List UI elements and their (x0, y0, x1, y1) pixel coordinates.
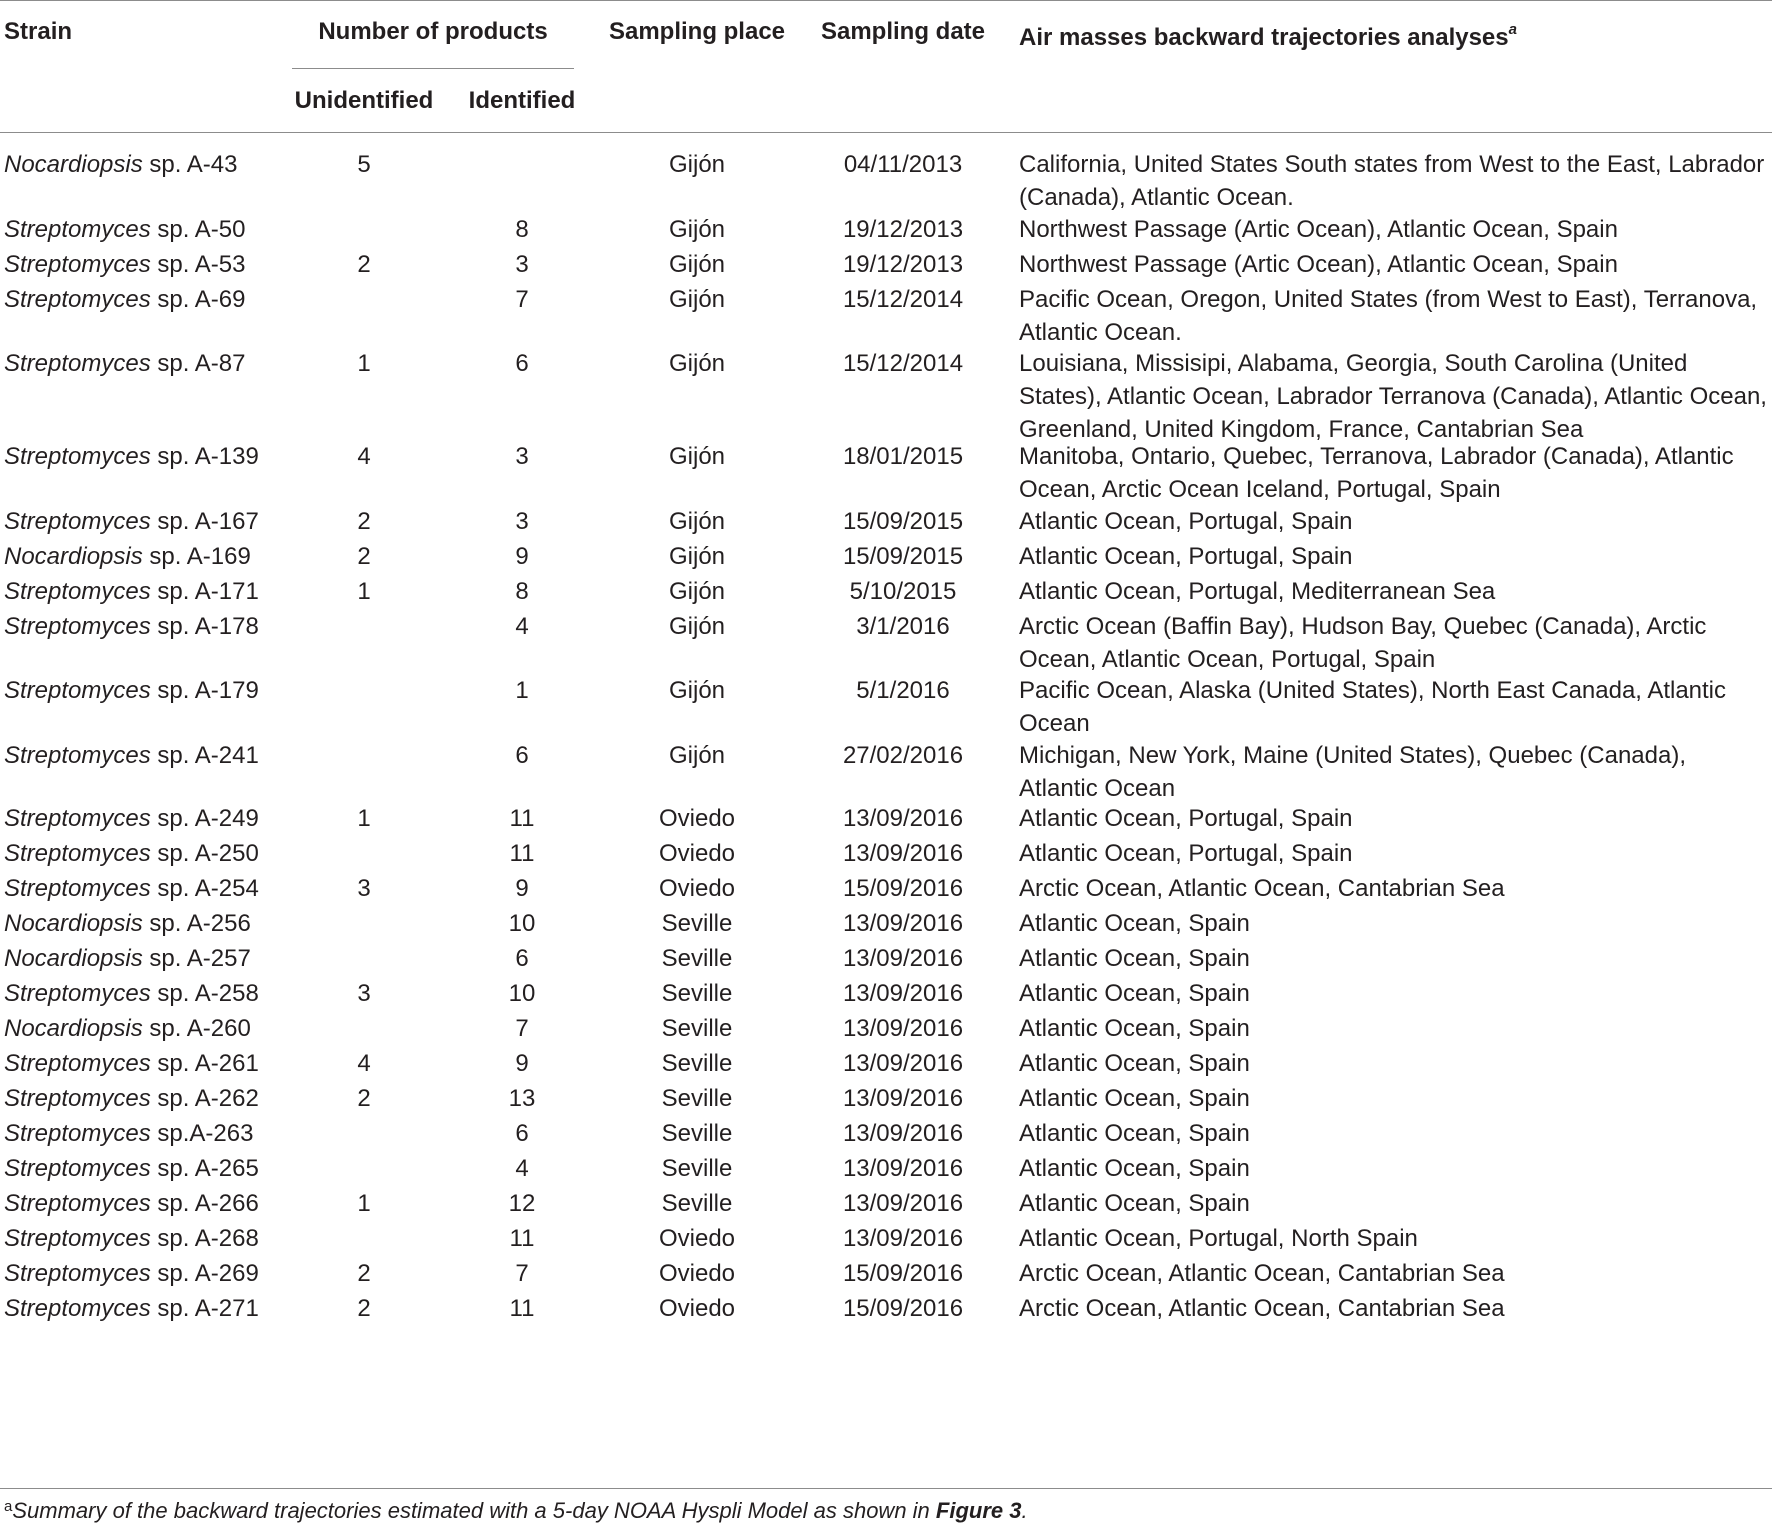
sampling-date-cell: 5/10/2015 (849, 578, 957, 605)
strain-cell (4, 674, 259, 707)
sampling-place-cell: Oviedo (658, 1260, 736, 1287)
identified-cell: 11 (509, 805, 535, 832)
strain-genus: Streptomyces (4, 508, 151, 535)
strain-genus: Nocardiopsis (4, 543, 143, 570)
table-footnote (4, 1496, 1028, 1529)
strain-genus: Streptomyces (4, 980, 151, 1007)
strain-cell (4, 347, 245, 380)
strain-id: sp. A-43 (142, 151, 238, 178)
strain-id: sp. A-250 (150, 840, 259, 867)
sampling-place-cell: Gijón (668, 251, 726, 278)
identified-cell: 6 (515, 350, 529, 377)
unidentified-cell: 1 (357, 1190, 371, 1217)
sampling-place-cell: Gijón (668, 350, 726, 377)
trajectories-cell: Atlantic Ocean, Portugal, Spain (1019, 805, 1353, 832)
strain-genus: Streptomyces (4, 350, 151, 377)
strain-cell (4, 505, 259, 538)
sampling-place-cell: Seville (661, 1050, 733, 1077)
trajectories-cell: Atlantic Ocean, Portugal, Spain (1019, 543, 1353, 570)
strain-id: sp. A-179 (150, 677, 259, 704)
trajectories-cell: Michigan, New York, Maine (United States), Quebec (Canada), Atlantic Ocean (1019, 742, 1686, 802)
strain-genus: Streptomyces (4, 216, 151, 243)
strain-cell (4, 1012, 251, 1045)
identified-cell: 6 (515, 1120, 529, 1147)
trajectories-cell: Atlantic Ocean, Spain (1019, 910, 1250, 937)
header-trajectories-label: Air masses backward trajectories analyses (1019, 24, 1509, 51)
strain-cell (4, 1257, 259, 1290)
sampling-date-cell: 15/09/2015 (842, 508, 964, 535)
sampling-date-cell: 15/09/2015 (842, 543, 964, 570)
sampling-place-cell: Oviedo (658, 840, 736, 867)
strain-id: sp. A-254 (150, 875, 259, 902)
identified-cell: 10 (508, 910, 536, 937)
sampling-date-cell: 13/09/2016 (842, 840, 964, 867)
identified-cell: 6 (515, 945, 529, 972)
strain-genus: Streptomyces (4, 742, 151, 769)
unidentified-cell: 1 (357, 805, 371, 832)
strain-cell (4, 148, 237, 181)
header-sampling-place: Sampling place (608, 18, 786, 45)
strain-cell (4, 610, 259, 643)
sampling-date-cell: 13/09/2016 (842, 805, 964, 832)
trajectories-cell: Arctic Ocean, Atlantic Ocean, Cantabrian Sea (1019, 875, 1505, 902)
trajectories-cell: Atlantic Ocean, Spain (1019, 1085, 1250, 1112)
sampling-date-cell: 19/12/2013 (842, 251, 964, 278)
strain-genus: Streptomyces (4, 1295, 151, 1322)
strain-cell (4, 213, 245, 246)
sampling-place-cell: Gijón (668, 543, 726, 570)
strain-id: sp. A-269 (150, 1260, 259, 1287)
header-identified: Identified (468, 87, 576, 114)
trajectories-cell: Manitoba, Ontario, Quebec, Terranova, Labrador (Canada), Atlantic Ocean, Arctic Ocean Iceland, Portugal, Spain (1019, 443, 1734, 503)
trajectories-cell: Pacific Ocean, Oregon, United States (from West to East), Terranova, Atlantic Ocean. (1019, 286, 1758, 346)
identified-cell: 4 (515, 1155, 529, 1182)
strain-id: sp. A-258 (150, 980, 259, 1007)
strain-genus: Streptomyces (4, 677, 151, 704)
strain-id: sp. A-268 (150, 1225, 259, 1252)
sampling-date-cell: 13/09/2016 (842, 1190, 964, 1217)
strain-id: sp. A-260 (142, 1015, 251, 1042)
strain-genus: Streptomyces (4, 613, 151, 640)
sampling-place-cell: Seville (661, 945, 733, 972)
strain-cell (4, 872, 259, 905)
strain-id: sp. A-262 (150, 1085, 259, 1112)
sampling-place-cell: Seville (661, 980, 733, 1007)
identified-cell: 9 (515, 543, 529, 570)
header-trajectories-footnote-mark: a (1508, 21, 1517, 38)
unidentified-cell: 3 (357, 980, 371, 1007)
strain-id: sp. A-271 (150, 1295, 259, 1322)
sampling-place-cell: Oviedo (658, 805, 736, 832)
sampling-date-cell: 15/09/2016 (842, 1295, 964, 1322)
strain-genus: Streptomyces (4, 578, 151, 605)
strain-cell (4, 1152, 259, 1185)
identified-cell: 11 (509, 1295, 535, 1322)
sampling-place-cell: Gijón (668, 216, 726, 243)
identified-cell: 3 (515, 443, 529, 470)
unidentified-cell: 2 (357, 1295, 371, 1322)
unidentified-cell: 2 (357, 508, 371, 535)
identified-cell: 1 (515, 677, 529, 704)
identified-cell: 6 (515, 742, 529, 769)
strain-cell (4, 1082, 259, 1115)
strain-genus: Nocardiopsis (4, 910, 143, 937)
strain-genus: Streptomyces (4, 251, 151, 278)
strain-genus: Nocardiopsis (4, 945, 143, 972)
unidentified-cell: 1 (357, 350, 371, 377)
strain-genus: Streptomyces (4, 1190, 151, 1217)
trajectories-cell: Atlantic Ocean, Spain (1019, 1190, 1250, 1217)
strain-id: sp. A-167 (150, 508, 259, 535)
strain-cell (4, 1117, 253, 1150)
strain-id: sp. A-50 (150, 216, 246, 243)
table-header-rule (0, 132, 1772, 133)
sampling-date-cell: 15/09/2016 (842, 875, 964, 902)
identified-cell: 8 (515, 216, 529, 243)
strain-id: sp. A-87 (150, 350, 246, 377)
strain-genus: Streptomyces (4, 1120, 151, 1147)
trajectories-cell: California, United States South states from West to the East, Labrador (Canada), Atlantic Ocean. (1019, 151, 1765, 211)
trajectories-cell: Atlantic Ocean, Portugal, Spain (1019, 840, 1353, 867)
sampling-date-cell: 13/09/2016 (842, 910, 964, 937)
sampling-date-cell: 3/1/2016 (856, 613, 950, 640)
strain-cell (4, 802, 259, 835)
identified-cell: 8 (515, 578, 529, 605)
sampling-date-cell: 15/09/2016 (842, 1260, 964, 1287)
trajectories-cell: Atlantic Ocean, Spain (1019, 980, 1250, 1007)
trajectories-cell: Atlantic Ocean, Portugal, Spain (1019, 508, 1353, 535)
sampling-date-cell: 27/02/2016 (842, 742, 964, 769)
sampling-place-cell: Gijón (668, 742, 726, 769)
strain-genus: Streptomyces (4, 1155, 151, 1182)
strain-cell (4, 977, 259, 1010)
sampling-date-cell: 04/11/2013 (843, 151, 963, 178)
header-unidentified: Unidentified (294, 87, 434, 114)
sampling-place-cell: Oviedo (658, 875, 736, 902)
strain-cell (4, 248, 245, 281)
trajectories-cell: Northwest Passage (Artic Ocean), Atlantic Ocean, Spain (1019, 251, 1618, 278)
header-trajectories (1019, 17, 1517, 53)
strain-cell (4, 1222, 259, 1255)
trajectories-cell: Atlantic Ocean, Spain (1019, 1015, 1250, 1042)
trajectories-cell: Atlantic Ocean, Spain (1019, 1155, 1250, 1182)
header-sampling-date: Sampling date (820, 18, 986, 45)
sampling-date-cell: 13/09/2016 (842, 1015, 964, 1042)
strain-id: sp. A-241 (150, 742, 259, 769)
sampling-place-cell: Oviedo (658, 1295, 736, 1322)
trajectories-cell: Arctic Ocean, Atlantic Ocean, Cantabrian Sea (1019, 1295, 1505, 1322)
strain-id: sp. A-139 (150, 443, 259, 470)
sampling-place-cell: Gijón (668, 151, 726, 178)
strain-id: sp. A-265 (150, 1155, 259, 1182)
sampling-date-cell: 13/09/2016 (842, 980, 964, 1007)
footnote-figure-link[interactable]: Figure 3 (935, 1498, 1022, 1523)
identified-cell: 11 (509, 1225, 535, 1252)
trajectories-cell: Arctic Ocean (Baffin Bay), Hudson Bay, Quebec (Canada), Arctic Ocean, Atlantic Ocean, Portugal, Spain (1019, 613, 1707, 673)
sampling-place-cell: Gijón (668, 508, 726, 535)
sampling-date-cell: 5/1/2016 (856, 677, 950, 704)
sampling-place-cell: Gijón (668, 286, 726, 313)
strain-genus: Nocardiopsis (4, 151, 143, 178)
unidentified-cell: 1 (357, 578, 371, 605)
strain-cell (4, 1047, 259, 1080)
strain-genus: Streptomyces (4, 1085, 151, 1112)
identified-cell: 12 (508, 1190, 536, 1217)
identified-cell: 4 (515, 613, 529, 640)
sampling-date-cell: 13/09/2016 (842, 1120, 964, 1147)
header-subrule (292, 68, 574, 69)
table-bottom-rule (0, 1488, 1772, 1489)
strain-cell (4, 575, 259, 608)
sampling-date-cell: 13/09/2016 (842, 1155, 964, 1182)
unidentified-cell: 5 (357, 151, 371, 178)
strain-genus: Streptomyces (4, 286, 151, 313)
strain-cell (4, 837, 259, 870)
identified-cell: 11 (509, 840, 535, 867)
strain-cell (4, 540, 251, 573)
sampling-place-cell: Gijón (668, 677, 726, 704)
sampling-date-cell: 13/09/2016 (842, 1085, 964, 1112)
sampling-place-cell: Gijón (668, 613, 726, 640)
sampling-date-cell: 13/09/2016 (842, 1225, 964, 1252)
trajectories-cell: Atlantic Ocean, Portugal, North Spain (1019, 1225, 1418, 1252)
unidentified-cell: 4 (357, 443, 371, 470)
identified-cell: 9 (515, 1050, 529, 1077)
strain-genus: Streptomyces (4, 840, 151, 867)
trajectories-cell: Atlantic Ocean, Spain (1019, 945, 1250, 972)
sampling-date-cell: 13/09/2016 (842, 945, 964, 972)
strain-genus: Streptomyces (4, 1260, 151, 1287)
sampling-place-cell: Seville (661, 1120, 733, 1147)
strain-id: sp. A-256 (142, 910, 251, 937)
strain-id: sp.A-263 (150, 1120, 254, 1147)
footnote-text: Summary of the backward trajectories estimated with a 5-day NOAA Hyspli Model as shown in (12, 1498, 936, 1523)
identified-cell: 10 (508, 980, 536, 1007)
strain-cell (4, 440, 259, 473)
strain-id: sp. A-249 (150, 805, 259, 832)
strain-id: sp. A-53 (150, 251, 246, 278)
header-strain: Strain (4, 18, 73, 45)
sampling-date-cell: 18/01/2015 (842, 443, 964, 470)
strain-cell (4, 283, 245, 316)
strain-genus: Streptomyces (4, 1050, 151, 1077)
strain-genus: Streptomyces (4, 875, 151, 902)
identified-cell: 7 (515, 1260, 529, 1287)
strain-genus: Streptomyces (4, 443, 151, 470)
unidentified-cell: 2 (357, 543, 371, 570)
sampling-date-cell: 15/12/2014 (842, 350, 964, 377)
identified-cell: 9 (515, 875, 529, 902)
strain-cell (4, 739, 259, 772)
identified-cell: 3 (515, 251, 529, 278)
strain-genus: Streptomyces (4, 805, 151, 832)
header-number-of-products: Number of products (318, 18, 548, 45)
trajectories-cell: Atlantic Ocean, Portugal, Mediterranean Sea (1019, 578, 1496, 605)
strain-id: sp. A-266 (150, 1190, 259, 1217)
sampling-place-cell: Gijón (668, 578, 726, 605)
trajectories-cell: Louisiana, Missisipi, Alabama, Georgia, South Carolina (United States), Atlantic Ocean, Labrador Terranova (Canada), Atlantic Ocean, Greenland, United Kingdom, France, Cantabrian Sea (1019, 350, 1767, 443)
strain-cell (4, 942, 251, 975)
footnote-end: . (1021, 1498, 1028, 1523)
strain-id: sp. A-257 (142, 945, 251, 972)
identified-cell: 7 (515, 286, 529, 313)
sampling-place-cell: Seville (661, 1155, 733, 1182)
unidentified-cell: 4 (357, 1050, 371, 1077)
trajectories-cell: Pacific Ocean, Alaska (United States), North East Canada, Atlantic Ocean (1019, 677, 1727, 737)
trajectories-cell: Northwest Passage (Artic Ocean), Atlantic Ocean, Spain (1019, 216, 1618, 243)
sampling-place-cell: Gijón (668, 443, 726, 470)
strain-id: sp. A-169 (142, 543, 251, 570)
footnote-mark: a (4, 1498, 13, 1515)
sampling-date-cell: 19/12/2013 (842, 216, 964, 243)
sampling-place-cell: Seville (661, 1085, 733, 1112)
sampling-date-cell: 13/09/2016 (842, 1050, 964, 1077)
strain-cell (4, 1187, 259, 1220)
strain-genus: Nocardiopsis (4, 1015, 143, 1042)
sampling-place-cell: Oviedo (658, 1225, 736, 1252)
strain-genus: Streptomyces (4, 1225, 151, 1252)
unidentified-cell: 2 (357, 251, 371, 278)
trajectories-cell: Atlantic Ocean, Spain (1019, 1050, 1250, 1077)
identified-cell: 7 (515, 1015, 529, 1042)
sampling-place-cell: Seville (661, 910, 733, 937)
unidentified-cell: 2 (357, 1085, 371, 1112)
unidentified-cell: 2 (357, 1260, 371, 1287)
unidentified-cell: 3 (357, 875, 371, 902)
trajectories-cell: Arctic Ocean, Atlantic Ocean, Cantabrian Sea (1019, 1260, 1505, 1287)
strain-cell (4, 1292, 259, 1325)
strain-id: sp. A-261 (150, 1050, 259, 1077)
strain-id: sp. A-69 (150, 286, 246, 313)
trajectories-cell: Atlantic Ocean, Spain (1019, 1120, 1250, 1147)
sampling-place-cell: Seville (661, 1190, 733, 1217)
identified-cell: 13 (508, 1085, 536, 1112)
sampling-place-cell: Seville (661, 1015, 733, 1042)
identified-cell: 3 (515, 508, 529, 535)
strain-cell (4, 907, 251, 940)
table-top-rule (0, 0, 1772, 1)
strain-id: sp. A-171 (150, 578, 259, 605)
sampling-date-cell: 15/12/2014 (842, 286, 964, 313)
strain-id: sp. A-178 (150, 613, 259, 640)
